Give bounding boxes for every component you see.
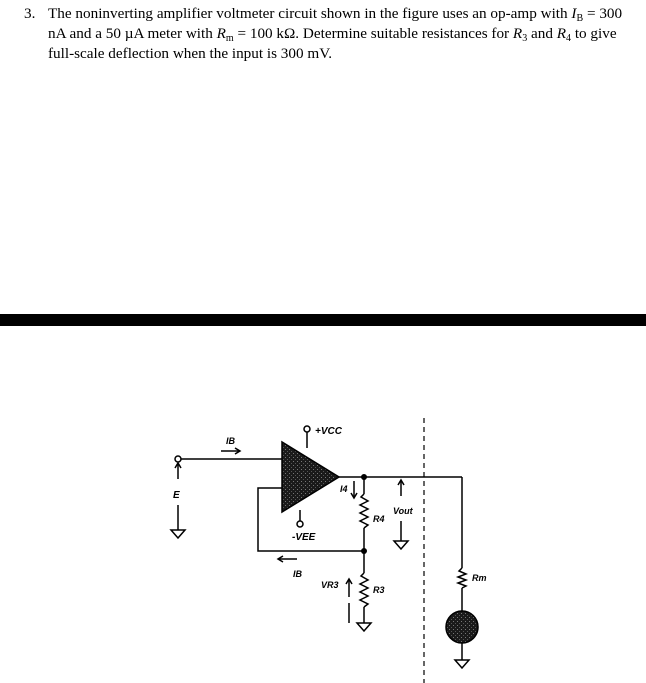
junction-feedback [361,548,367,554]
circuit-diagram [0,326,646,683]
problem-number: 3. [24,5,36,22]
r4-label: R4 [373,514,385,524]
e-label: E [173,490,180,501]
text-part-4: and [527,25,557,42]
r3-subscript: 3 [522,33,528,44]
problem-statement [24,4,636,64]
rm-subscript: m [225,33,234,44]
ground-vout [394,541,408,549]
rm-symbol: R [216,25,226,42]
r3-symbol: R [512,25,523,42]
ib-bottom-label: IB [293,569,302,579]
text-part-1: The noninverting amplifier voltmeter circuit shown in the figure uses an op-amp with [48,5,572,22]
r4-symbol: R [556,25,567,42]
text-part-5: to give full-scale deflection when the input is 300 mV. [48,25,617,62]
vee-label: -VEE [292,532,316,543]
ground-r3 [357,623,371,631]
vcc-terminal [304,426,310,432]
text-part-3: = 100 kΩ. Determine suitable resistances for [233,25,513,42]
ib-subscript: B [576,13,584,24]
op-amp-triangle [282,442,339,512]
r4-subscript: 4 [566,33,572,44]
circuit-figure [0,326,646,683]
vout-label: Vout [393,506,413,516]
input-terminal [175,456,181,462]
ib-symbol: I [571,5,577,22]
rm-resistor [458,568,466,588]
section-divider [0,314,646,326]
r4-resistor [360,494,368,528]
problem-text [48,4,636,64]
junction-output [361,474,367,480]
ib-top-label: IB [226,436,235,446]
vr3-label: VR3 [321,580,339,590]
vcc-label: +VCC [315,426,342,437]
vee-terminal [297,521,303,527]
meter-circle [446,611,478,643]
ground-meter [455,660,469,668]
rm-label: Rm [472,573,487,583]
ground-input [171,530,185,538]
text-part-2: = 300 nA and a 50 µA meter with [48,5,623,42]
i4-label: I4 [340,484,348,494]
r3-label: R3 [373,585,385,595]
r3-resistor [360,573,368,607]
